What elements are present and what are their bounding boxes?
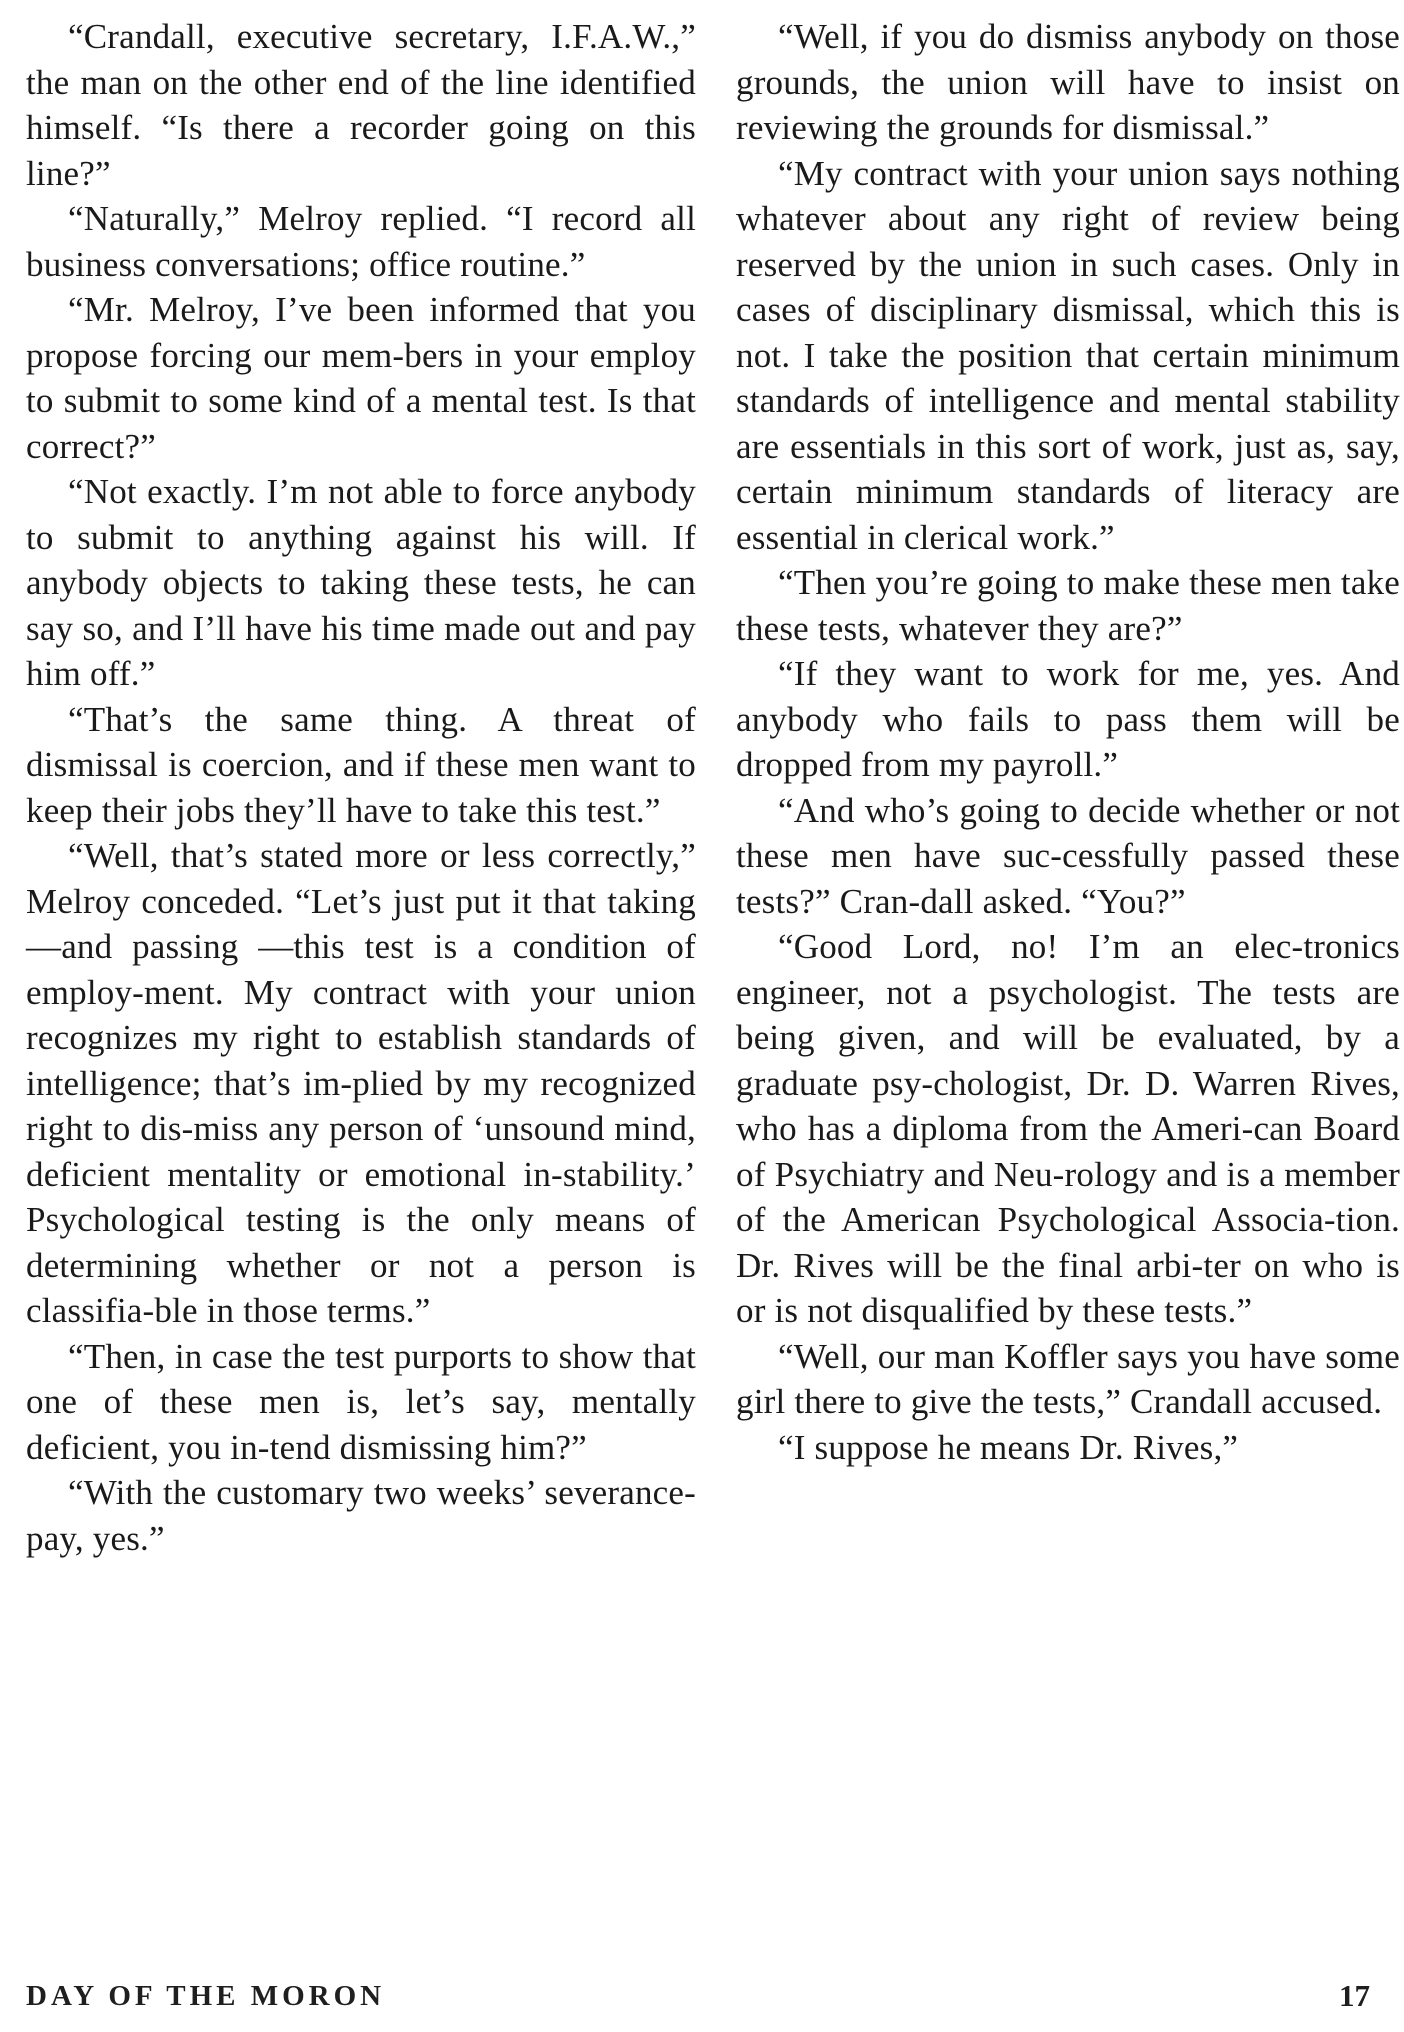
- paragraph: “If they want to work for me, yes. And anybody who fails to pass them will be dropped from my payroll.”: [736, 654, 1400, 784]
- paragraph: “Mr. Melroy, I’ve been informed that you propose forcing our mem-bers in your employ to submit to some kind of a mental test. Is that correct?”: [26, 290, 696, 466]
- paragraph: “Crandall, executive secretary, I.F.A.W.,” the man on the other end of the line identified himself. “Is there a recorder going on this line?”: [26, 17, 696, 193]
- paragraph: “I suppose he means Dr. Rives,”: [778, 1427, 1239, 1467]
- paragraph: “Then you’re going to make these men take these tests, whatever they are?”: [736, 563, 1400, 648]
- paragraph: “Then, in case the test purports to show that one of these men is, let’s say, mentally deficient, you in-tend dismissing him?”: [26, 1336, 696, 1467]
- paragraph: “Good Lord, no! I’m an elec-tronics engineer, not a psychologist. The tests are being given, and will be evaluated, by a graduate psy-chologist, Dr. D. Warren Rives, who has a diploma from the Ameri-can Board of Psychiatry and Neu-rology and is a member of the American Psychological Associa-tion. Dr. Rives will be the final arbi-ter on who is or is not disqualified by these tests.”: [736, 927, 1400, 1330]
- left-text-column: [26, 14, 696, 1561]
- paragraph: “Well, if you do dismiss anybody on those grounds, the union will have to insist on reviewing the grounds for dismissal.”: [736, 17, 1400, 147]
- page-number: 17: [1339, 1978, 1370, 2013]
- paragraph: “Not exactly. I’m not able to force anybody to submit to anything against his will. If anybody objects to taking these tests, he can say so, and I’ll have his time made out and pay him off.”: [26, 472, 696, 693]
- paragraph: “Well, our man Koffler says you have some girl there to give the tests,” Crandall accused.: [736, 1336, 1400, 1421]
- paragraph: “And who’s going to decide whether or not these men have suc-cessfully passed these tests?” Cran-dall asked. “You?”: [736, 790, 1400, 921]
- paragraph: “Well, that’s stated more or less correctly,” Melroy conceded. “Let’s just put it that taking—and passing —this test is a condition of employ-ment. My contract with your union recognizes my right to establish standards of intelligence; that’s im-plied by my recognized right to dis-miss any person of ‘unsound mind, deficient mentality or emotional in-stability.’ Psychological testing is the only means of determining whether or not a person is classifia-ble in those terms.”: [26, 836, 696, 1330]
- paragraph: “My contract with your union says nothing whatever about any right of review being reserved by the union in such cases. Only in cases of disciplinary dismissal, which this is not. I take the position that certain minimum standards of intelligence and mental stability are essentials in this sort of work, just as, say, certain minimum standards of literacy are essential in clerical work.”: [736, 153, 1400, 557]
- paragraph: “That’s the same thing. A threat of dismissal is coercion, and if these men want to keep their jobs they’ll have to take this test.”: [26, 699, 696, 830]
- paragraph: “Naturally,” Melroy replied. “I record all business conversations; office routine.”: [26, 199, 696, 284]
- right-text-column: [736, 14, 1400, 1470]
- running-footer-title: DAY OF THE MORON: [26, 1980, 386, 2012]
- paragraph: “With the customary two weeks’ severance-pay, yes.”: [26, 1473, 696, 1558]
